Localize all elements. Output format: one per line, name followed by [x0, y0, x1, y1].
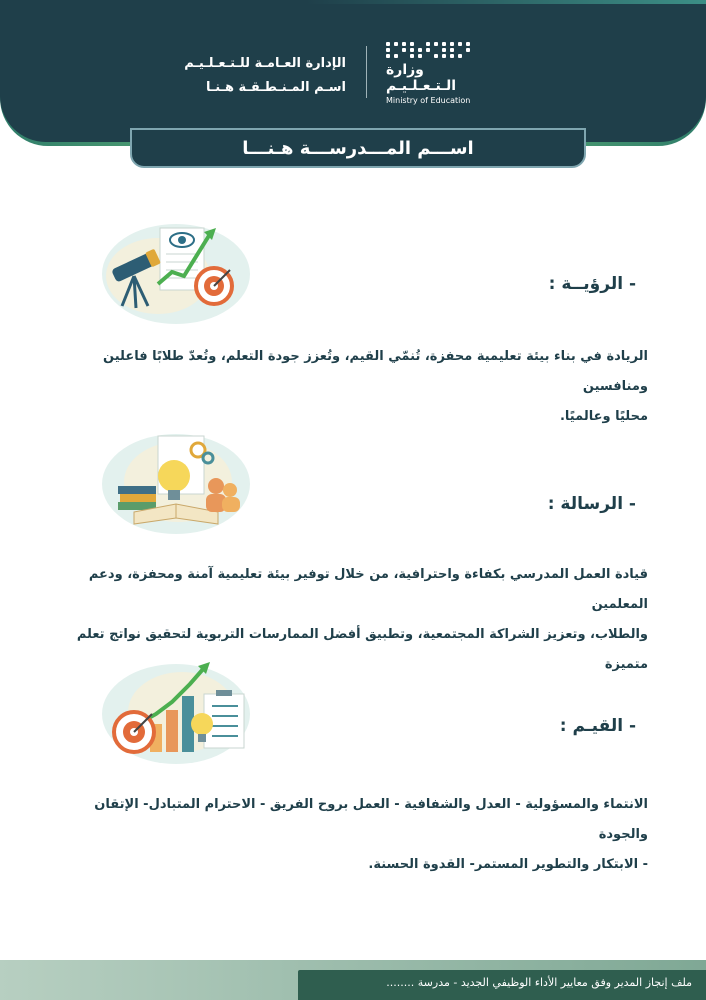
region-name: اسـم المـنـطـقـة هـنـا: [205, 80, 346, 95]
values-heading: - القيـم :: [559, 716, 636, 736]
values-line-2: - الابتكار والتطوير المستمر- القدوة الحسنة.: [368, 857, 648, 872]
mission-heading: - الرسالة :: [547, 494, 636, 514]
admin-block: [126, 52, 346, 100]
footer-text: ملف إنجاز المدير وفق معايير الأداء الوظيفي الجديد - مدرسة ........: [386, 976, 692, 989]
vision-line-2: محليًا وعالميًا.: [559, 409, 648, 424]
ministry-name-en: Ministry of Education: [386, 96, 471, 105]
ministry-logo-icon: [386, 42, 486, 58]
school-name-banner: اســـم المـــدرســـة هـنـــا: [130, 128, 586, 168]
values-text: [58, 790, 648, 880]
header-divider: [366, 46, 367, 98]
vision-line-1: الريادة في بناء بيئة تعليمية محفزة، تُنمّي القيم، وتُعزز جودة التعلم، وتُعدّ طلابًا فاعلين ومنافسين: [103, 349, 648, 394]
vision-text: [58, 342, 648, 432]
lightbulb-book-icon: [98, 424, 254, 538]
growth-chart-checklist-icon: [98, 654, 254, 768]
values-line-1: الانتماء والمسؤولية - العدل والشفافية - العمل بروح الفريق - الاحترام المتبادل- الإتقان والجودة: [94, 797, 648, 842]
admin-title: الإدارة العـامـة للـتـعـلـيـم: [184, 56, 346, 71]
mission-line-1: قيادة العمل المدرسي بكفاءة واحترافية، من خلال توفير بيئة تعليمية آمنة ومحفزة، ودعم المعلمين: [88, 567, 648, 612]
page-header: [0, 0, 706, 142]
vision-heading: - الرؤيــة :: [548, 274, 636, 294]
ministry-logo: [386, 42, 486, 105]
telescope-target-icon: [98, 214, 254, 328]
mission-line-2: والطلاب، وتعزيز الشراكة المجتمعية، وتطبيق أفضل الممارسات التربوية لتحقيق نواتج تعلم متميزة: [76, 627, 648, 672]
header-top-line: [306, 0, 706, 4]
ministry-name-ar: وزارة الـتـعـلـيـم: [386, 62, 457, 94]
